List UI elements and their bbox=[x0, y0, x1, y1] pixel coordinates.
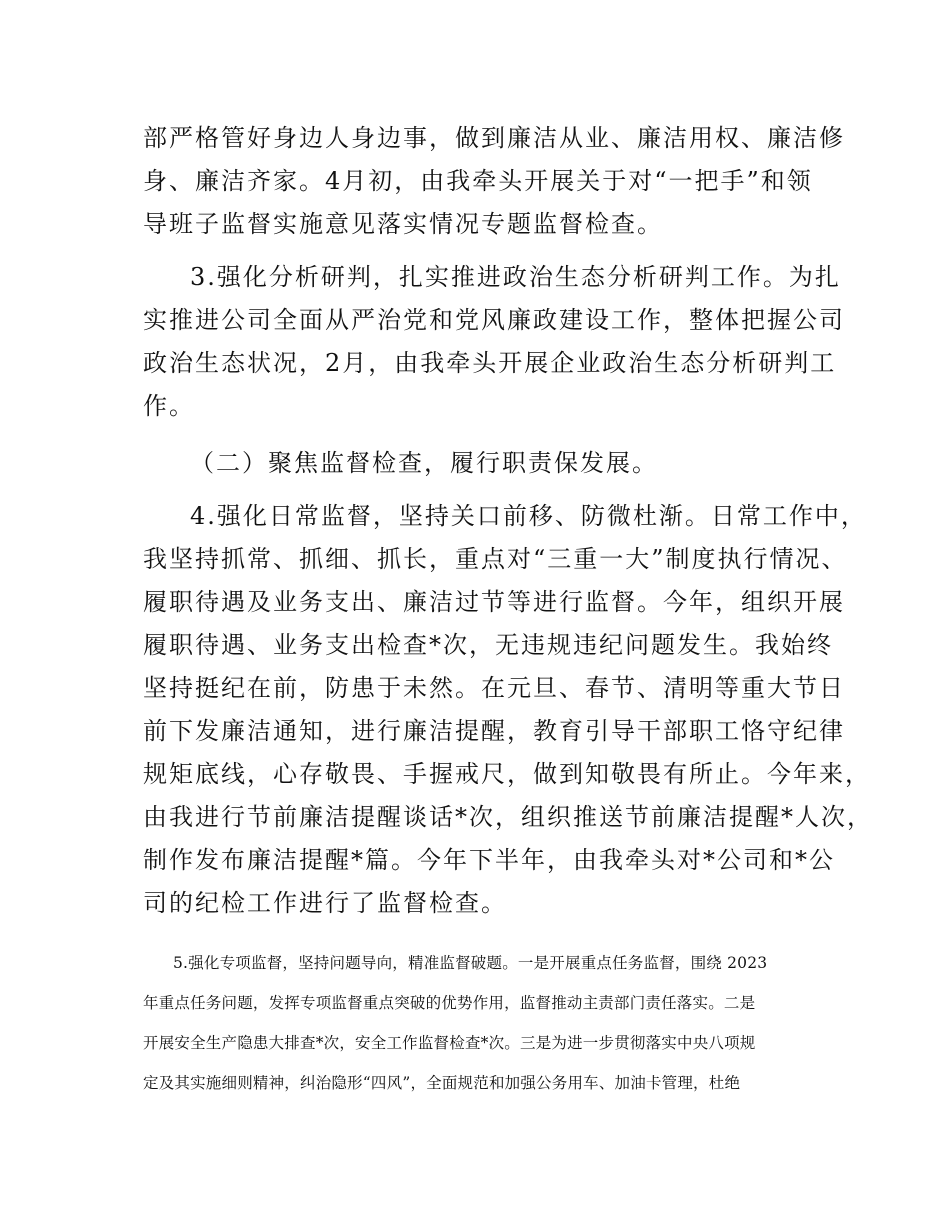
body-text-line: 坚持挺纪在前，防患于未然。在元旦、春节、清明等重大节日 bbox=[143, 674, 845, 702]
paragraph-5-start: 5.强化专项监督，坚持问题导向，精准监督破题。一是开展重点任务监督，围绕 2023 bbox=[173, 954, 768, 972]
paragraph-4-start: 4.强化日常监督，坚持关口前移、防微杜渐。日常工作中， bbox=[190, 502, 867, 530]
body-text-small-line: 开展安全生产隐患大排查*次，安全工作监督检查*次。三是为进一步贯彻落实中央八项规 bbox=[143, 1034, 756, 1052]
paragraph-3-start: 3.强化分析研判，扎实推进政治生态分析研判工作。为扎 bbox=[190, 263, 841, 291]
body-text-line: 我坚持抓常、抓细、抓长，重点对“三重一大”制度执行情况、 bbox=[143, 545, 848, 573]
body-text-line: 导班子监督实施意见落实情况专题监督检查。 bbox=[143, 210, 663, 238]
section-heading: （二）聚焦监督检查，履行职责保发展。 bbox=[190, 449, 658, 477]
body-text-line: 司的纪检工作进行了监督检查。 bbox=[143, 889, 507, 917]
body-text-line: 前下发廉洁通知，进行廉洁提醒，教育引导干部职工恪守纪律 bbox=[143, 717, 845, 745]
body-text-line: 规矩底线，心存敬畏、手握戒尺，做到知敬畏有所止。今年来， bbox=[143, 760, 871, 788]
body-text-small-line: 定及其实施细则精神，纠治隐形“四风”，全面规范和加强公务用车、加油卡管理，杜绝 bbox=[143, 1074, 741, 1092]
body-text-line: 履职待遇及业务支出、廉洁过节等进行监督。今年，组织开展 bbox=[143, 588, 845, 616]
body-text-line: 由我进行节前廉洁提醒谈话*次，组织推送节前廉洁提醒*人次， bbox=[143, 803, 873, 831]
body-text-line: 作。 bbox=[143, 392, 195, 420]
body-text-line: 身、廉洁齐家。4月初，由我牵头开展关于对“一把手”和领 bbox=[143, 167, 813, 195]
body-text-small-line: 年重点任务问题，发挥专项监督重点突破的优势作用，监督推动主责部门责任落实。二是 bbox=[143, 994, 756, 1012]
body-text-line: 履职待遇、业务支出检查*次，无违规违纪问题发生。我始终 bbox=[143, 631, 833, 659]
body-text-line: 政治生态状况，2月，由我牵头开展企业政治生态分析研判工 bbox=[143, 349, 837, 377]
body-text-line: 制作发布廉洁提醒*篇。今年下半年，由我牵头对*公司和*公 bbox=[143, 846, 835, 874]
body-text-line: 实推进公司全面从严治党和党风廉政建设工作，整体把握公司 bbox=[143, 306, 845, 334]
body-text-line: 部严格管好身边人身边事，做到廉洁从业、廉洁用权、廉洁修 bbox=[143, 124, 845, 152]
